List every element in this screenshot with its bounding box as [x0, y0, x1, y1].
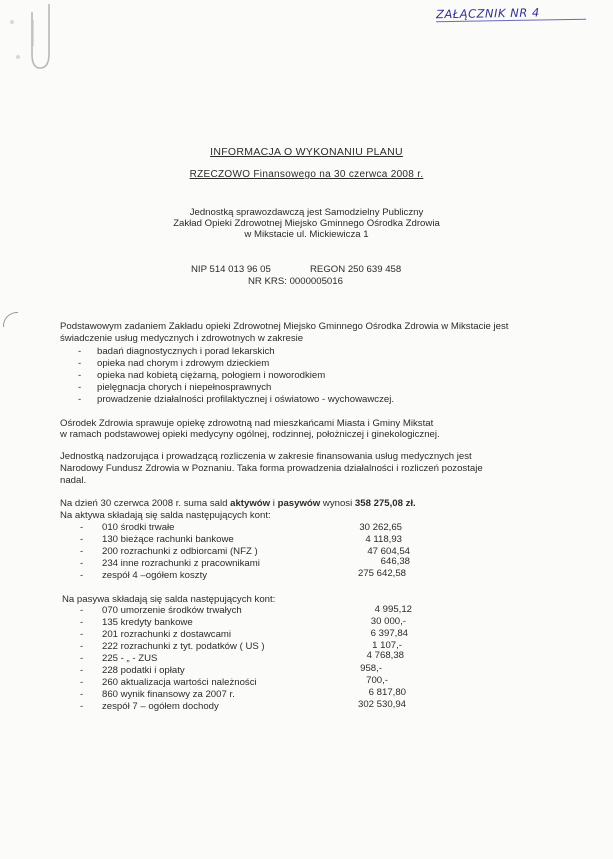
list-item: opieka nad chorym i zdrowym dzieckiem — [97, 358, 270, 369]
account-label: 201 rozrachunki z dostawcami — [102, 629, 232, 640]
account-label: 234 inne rozrachunki z pracownikami — [102, 558, 260, 569]
punch-hole-icon — [10, 20, 14, 24]
account-value: 30 262,65 — [359, 522, 402, 533]
nip-number: NIP 514 013 96 05 — [191, 264, 271, 275]
account-value: 700,- — [366, 675, 388, 686]
account-label: 135 kredyty bankowe — [102, 617, 193, 628]
account-value: 4 768,38 — [366, 650, 404, 661]
handwritten-annotation: ZAŁĄCZNIK NR 4 — [436, 5, 586, 23]
document-title: INFORMACJA O WYKONANIU PLANU — [210, 146, 403, 158]
account-label: 260 aktualizacja wartości należności — [102, 677, 257, 688]
account-label: zespół 7 – ogółem dochody — [102, 701, 219, 712]
list-item: opieka nad kobietą ciężarną, połogiem i noworodkiem — [97, 370, 326, 381]
unit-line-1: Jednostką sprawozdawczą jest Samodzielny Publiczny — [189, 207, 424, 218]
account-label: 070 umorzenie środków trwałych — [102, 605, 242, 616]
account-label: zespół 4 –ogółem koszty — [102, 570, 208, 581]
account-value: 6 817,80 — [368, 687, 406, 698]
account-value: 30 000,- — [370, 616, 406, 627]
document-subtitle: RZECZOWO Finansowego na 30 czerwca 2008 r. — [189, 169, 424, 180]
account-label: 860 wynik finansowy za 2007 r. — [102, 689, 235, 700]
paper-clip-icon — [28, 2, 58, 74]
liabilities-heading: Na pasywa składają się salda następujących kont: — [62, 594, 276, 605]
list-item: pielęgnacja chorych i niepełnosprawnych — [97, 382, 272, 393]
care-line-1: Ośrodek Zdrowia sprawuje opiekę zdrowotną nad mieszkańcami Miasta i Gminy Mikstat — [60, 418, 434, 429]
account-value: 958,- — [360, 663, 382, 674]
punch-hole-icon — [16, 55, 20, 59]
account-label: 222 rozrachunki z tyt. podatków ( US ) — [102, 641, 265, 652]
account-label: 130 bieżące rachunki bankowe — [102, 534, 234, 545]
unit-line-2: Zakład Opieki Zdrowotnej Miejsko Gminnego Ośrodka Zdrowia — [173, 218, 440, 229]
regon-number: REGON 250 639 458 — [310, 264, 402, 275]
account-label: 200 rozrachunki z odbiorcami (NFZ ) — [102, 546, 258, 557]
balance-summary: Na dzień 30 czerwca 2008 r. suma sald aktywów i pasywów wynosi 358 275,08 zł. — [60, 498, 416, 509]
account-value: 4 995,12 — [374, 604, 412, 615]
total-amount: 358 275,08 zł. — [354, 498, 416, 509]
account-value: 302 530,94 — [357, 699, 406, 710]
account-label: 225 - „ - ZUS — [102, 653, 158, 664]
margin-mark-icon — [3, 312, 18, 327]
krs-number: NR KRS: 0000005016 — [248, 276, 343, 287]
account-value: 646,38 — [380, 556, 410, 567]
nfz-line-1: Jednostką nadzorująca i prowadzącą rozliczenia w zakresie finansowania usług medycznych jest — [60, 451, 472, 462]
list-item: badań diagnostycznych i porad lekarskich — [97, 346, 275, 357]
account-value: 1 107,- — [372, 640, 402, 651]
care-line-2: w ramach podstawowej opieki medycyny ogólnej, rodzinnej, położniczej i ginekologicznej. — [60, 429, 440, 440]
account-label: 228 podatki i opłaty — [102, 665, 185, 676]
list-item: prowadzenie działalności profilaktycznej i oświatowo - wychowawczej. — [97, 394, 395, 405]
unit-line-3: w Mikstacie ul. Mickiewicza 1 — [244, 229, 369, 240]
intro-line-2: świadczenie usług medycznych i zdrowotnych w zakresie — [60, 333, 304, 344]
account-label: 010 środki trwałe — [102, 522, 175, 533]
assets-heading: Na aktywa składają się salda następujących kont: — [60, 510, 271, 521]
account-value: 4 118,93 — [365, 534, 402, 545]
document-page: ZAŁĄCZNIK NR 4 INFORMACJA O WYKONANIU PLANU RZECZOWO Finansowego na 30 czerwca 2008 r. Jednostką sprawozdawczą jest Samodzielny Publiczny Zakład Opieki Zdrowotnej Miejsko Gminnego Ośrodka Zdrowia w Mikstacie ul. Mickiewicza 1 NIP 514 013 96 05 REGON 250 639 458 NR KRS: 0000005016 Podstawowym zadaniem Zakładu opieki Zdrowotnej Miejsko Gminnego Ośrodka Zdrowia w Mikstacie jest świadczenie usług medycznych i zdrowotnych w zakresie - badań diagnostycznych i porad lekarskich - opieka nad chorym i zdrowym dzieckiem - opieka nad kobietą ciężarną, połogiem i noworodkiem - pielęgnacja chorych i niepełnosprawnych - prowadzenie działalności profilaktycznej i oświatowo - wychowawczej. Ośrodek Zdrowia sprawuje opiekę zdrowotną nad mieszkańcami Miasta i Gminy Mikstat w ramach podstawowej opieki medycyny ogólnej, rodzinnej, położniczej i ginekologicznej. Jednostką nadzorująca i prowadzącą rozliczenia w zakresie finansowania usług medycznych jest Narodowy Fundusz Zdrowia w Poznaniu. Taka forma prowadzenia działalności i rozliczeń pozostaje nadal. Na dzień 30 czerwca 2008 r. suma sald aktywów i pasywów wynosi 358 275,08 zł. Na aktywa składają się salda następujących kont: - 010 środki trwałe 30 262,65 - 130 bieżące rachunki bankowe 4 118,93 - 200 rozrachunki z odbiorcami (NFZ ) 47 604,54 - 234 inne rozrachunki z pracownikami 646,38 - zespół 4 –ogółem koszty 275 642,58 Na pasywa składają się salda następujących kont: - 070 umorzenie środków trwałych 4 995,12 - 135 kredyty bankowe 30 000,- - 201 rozrachunki z dostawcami 6 397,84 - 222 rozrachunki z tyt. podatków ( US ) 1 107,- - 225 - „ - ZUS 4 768,38 - 228 podatki i opłaty 958,- - 260 aktualizacja wartości należności 700,- - 860 wynik finansowy za 2007 r. 6 817,80 - zespół 7 – ogółem dochody 302 530,94 — [0, 0, 613, 859]
nfz-line-2: Narodowy Fundusz Zdrowia w Poznaniu. Taka forma prowadzenia działalności i rozliczeń pozostaje — [60, 463, 483, 474]
account-value: 6 397,84 — [370, 628, 408, 639]
account-value: 47 604,54 — [367, 546, 410, 557]
assets-word: aktywów — [230, 498, 271, 509]
account-value: 275 642,58 — [357, 568, 406, 579]
intro-line-1: Podstawowym zadaniem Zakładu opieki Zdrowotnej Miejsko Gminnego Ośrodka Zdrowia w Mikstacie jest — [60, 321, 509, 332]
liabilities-word: pasywów — [277, 498, 321, 509]
nfz-line-3: nadal. — [60, 475, 87, 486]
